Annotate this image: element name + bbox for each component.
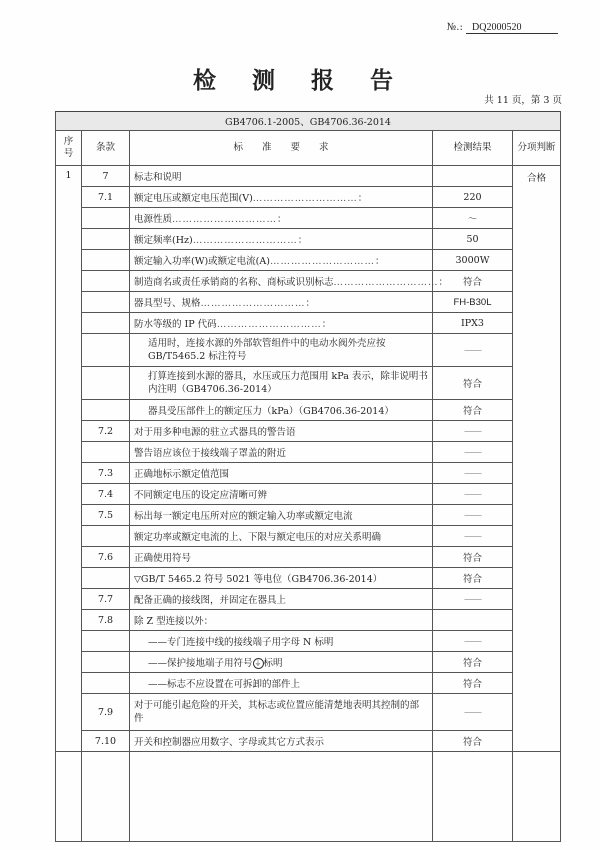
- result-cell: 符合: [433, 547, 513, 568]
- result-cell: 符合: [433, 271, 513, 292]
- result-cell: 50: [433, 229, 513, 250]
- requirement-cell: 配备正确的接线图，并固定在器具上: [130, 589, 433, 610]
- requirement-cell: [130, 208, 433, 229]
- standard-row: [56, 112, 561, 131]
- requirement-cell: ——专门连接中线的接线端子用字母 N 标明: [130, 631, 433, 652]
- requirement-cell: ——标志不应设置在可拆卸的部件上: [130, 673, 433, 694]
- clause-cell: 7.8: [82, 610, 130, 631]
- leader-colon: ：: [305, 298, 316, 309]
- requirement-cell: [130, 313, 433, 334]
- table-row: [56, 292, 561, 313]
- page-title: 检 测 报 告: [192, 68, 408, 94]
- result-cell: ——: [433, 631, 513, 652]
- requirement-cell: 打算连接到水源的器具，水压或压力范围用 kPa 表示，除非说明书内注明（GB4706.36-2014）: [130, 367, 433, 400]
- result-cell: ——: [433, 463, 513, 484]
- requirement-cell: 额定功率或额定电流的上、下限与额定电压的对应关系明确: [130, 526, 433, 547]
- table-row: [56, 250, 561, 271]
- inspection-table: [55, 111, 561, 842]
- leader-colon: ：: [374, 256, 385, 267]
- requirement-cell: 对于用多种电源的驻立式器具的警告语: [130, 421, 433, 442]
- result-cell: [433, 610, 513, 631]
- result-cell: ——: [433, 484, 513, 505]
- seq-cell: 1: [56, 166, 82, 752]
- report-number-label: №.:: [446, 22, 463, 33]
- leader-dots: …………………………: [192, 235, 298, 246]
- result-cell: 3000W: [433, 250, 513, 271]
- header-verdict: 分项判断: [513, 131, 561, 166]
- standard-name: GB4706.1-2005、GB4706.36-2014: [56, 112, 561, 131]
- result-cell: ——: [433, 589, 513, 610]
- page-info: 共 11 页，第 3 页: [484, 95, 562, 106]
- requirement-cell: 正确使用符号: [130, 547, 433, 568]
- requirement-cell: 除 Z 型连接以外：: [130, 610, 433, 631]
- report-number: [447, 22, 558, 34]
- result-cell: ——: [433, 421, 513, 442]
- requirement-cell: 开关和控制器应用数字、字母或其它方式表示: [130, 731, 433, 752]
- table-row: [56, 442, 561, 463]
- clause-cell: 7: [82, 166, 130, 187]
- requirement-text: 电源性质: [134, 214, 173, 225]
- blank-row: [56, 752, 561, 842]
- requirement-text: GB/T 5465.2 符号 5021 等电位（GB4706.36-2014）: [140, 574, 383, 585]
- table-row: [56, 731, 561, 752]
- requirement-text: 制造商名或责任承销商的名称、商标或识别标志: [134, 277, 334, 288]
- requirement-cell: 不同额定电压的设定应清晰可辨: [130, 484, 433, 505]
- report-number-value: DQ2000520: [466, 22, 558, 34]
- header-seq: 序号: [56, 131, 82, 166]
- table-row: [56, 631, 561, 652]
- leader-colon: ：: [297, 235, 308, 246]
- table-row: [56, 187, 561, 208]
- requirement-cell: [130, 271, 449, 292]
- table-row: [56, 526, 561, 547]
- requirement-cell: 正确地标示额定值范围: [130, 463, 433, 484]
- header-result: 检测结果: [433, 131, 513, 166]
- requirement-cell: 标志和说明: [130, 166, 433, 187]
- requirement-cell: 器具受压部件上的额定压力（kPa）（GB4706.36-2014）: [130, 400, 433, 421]
- result-cell: ——: [433, 526, 513, 547]
- clause-cell: 7.2: [82, 421, 130, 442]
- leader-dots: …………………………: [200, 298, 306, 309]
- result-cell: 符合: [433, 673, 513, 694]
- result-cell: 符合: [433, 731, 513, 752]
- clause-cell: 7.7: [82, 589, 130, 610]
- table-row: [56, 367, 561, 400]
- table-row: [56, 568, 561, 589]
- table-row: [56, 484, 561, 505]
- requirement-cell: 适用时，连接水源的外部软管组件中的电动水阀外壳应按GB/T5465.2 标注符号: [130, 334, 433, 367]
- leader-dots: …………………………: [216, 319, 322, 330]
- ground-icon: ⏚: [254, 659, 262, 667]
- result-cell: ——: [433, 694, 513, 731]
- table-row: [56, 400, 561, 421]
- requirement-cell: [130, 652, 433, 673]
- leader-dots: …………………………: [172, 214, 278, 225]
- result-cell: ——: [433, 334, 513, 367]
- table-row: [56, 673, 561, 694]
- header-clause: 条款: [82, 131, 130, 166]
- table-row: [56, 610, 561, 631]
- table-row: [56, 547, 561, 568]
- verdict-cell: 合格: [513, 166, 561, 752]
- header-requirement: 标 准 要 求: [130, 131, 433, 166]
- clause-cell: 7.5: [82, 505, 130, 526]
- result-cell: [433, 166, 513, 187]
- table-row: [56, 589, 561, 610]
- table-row: [56, 208, 561, 229]
- table-row: [56, 313, 561, 334]
- requirement-text: ——保护接地端子用符号: [148, 658, 253, 669]
- table-row: [56, 421, 561, 442]
- clause-cell: 7.1: [82, 187, 130, 208]
- leader-colon: ：: [277, 214, 287, 225]
- table-row: [56, 334, 561, 367]
- leader-colon: ：: [438, 277, 449, 288]
- result-cell: ～: [433, 208, 513, 229]
- table-row: [56, 229, 561, 250]
- table-row: [56, 652, 561, 673]
- requirement-cell: [130, 250, 433, 271]
- result-cell: FH-B30L: [433, 292, 513, 313]
- requirement-cell: [130, 292, 433, 313]
- leader-dots: …………………………: [269, 256, 375, 267]
- clause-cell: 7.6: [82, 547, 130, 568]
- result-cell: ——: [433, 505, 513, 526]
- requirement-text-suffix: 标明: [263, 658, 283, 669]
- requirement-text: 器具型号、规格: [134, 298, 201, 309]
- result-cell: IPX3: [433, 313, 513, 334]
- result-cell: 符合: [433, 568, 513, 589]
- leader-dots: …………………………: [333, 277, 439, 288]
- table-row: [56, 166, 561, 187]
- clause-cell: 7.4: [82, 484, 130, 505]
- table-row: [56, 271, 561, 292]
- result-cell: 符合: [433, 367, 513, 400]
- table-row: [56, 505, 561, 526]
- result-cell: 220: [433, 187, 513, 208]
- table-row: [56, 463, 561, 484]
- requirement-cell: 对于可能引起危险的开关，其标志或位置应能清楚地表明其控制的部件: [130, 694, 433, 731]
- requirement-cell: [130, 568, 433, 589]
- equipotential-icon: ▽: [134, 575, 141, 585]
- requirement-text: 额定输入功率(W)或额定电流(A): [134, 256, 270, 267]
- requirement-text: 防水等级的 IP 代码: [134, 319, 217, 330]
- result-cell: ——: [433, 442, 513, 463]
- requirement-text: 额定频率(Hz): [134, 235, 193, 246]
- clause-cell: 7.3: [82, 463, 130, 484]
- requirement-cell: 标出每一额定电压所对应的额定输入功率或额定电流: [130, 505, 433, 526]
- leader-colon: ：: [357, 193, 368, 204]
- requirement-cell: 警告语应该位于接线端子罩盖的附近: [130, 442, 433, 463]
- requirement-text: 额定电压或额定电压范围(V): [134, 193, 253, 204]
- clause-cell: 7.10: [82, 731, 130, 752]
- clause-cell: 7.9: [82, 694, 130, 731]
- requirement-cell: [130, 229, 433, 250]
- leader-colon: ：: [321, 319, 332, 330]
- result-cell: 符合: [433, 652, 513, 673]
- leader-dots: …………………………: [252, 193, 358, 204]
- requirement-cell: [130, 187, 433, 208]
- header-row: [56, 131, 561, 166]
- result-cell: 符合: [433, 400, 513, 421]
- table-row: [56, 694, 561, 731]
